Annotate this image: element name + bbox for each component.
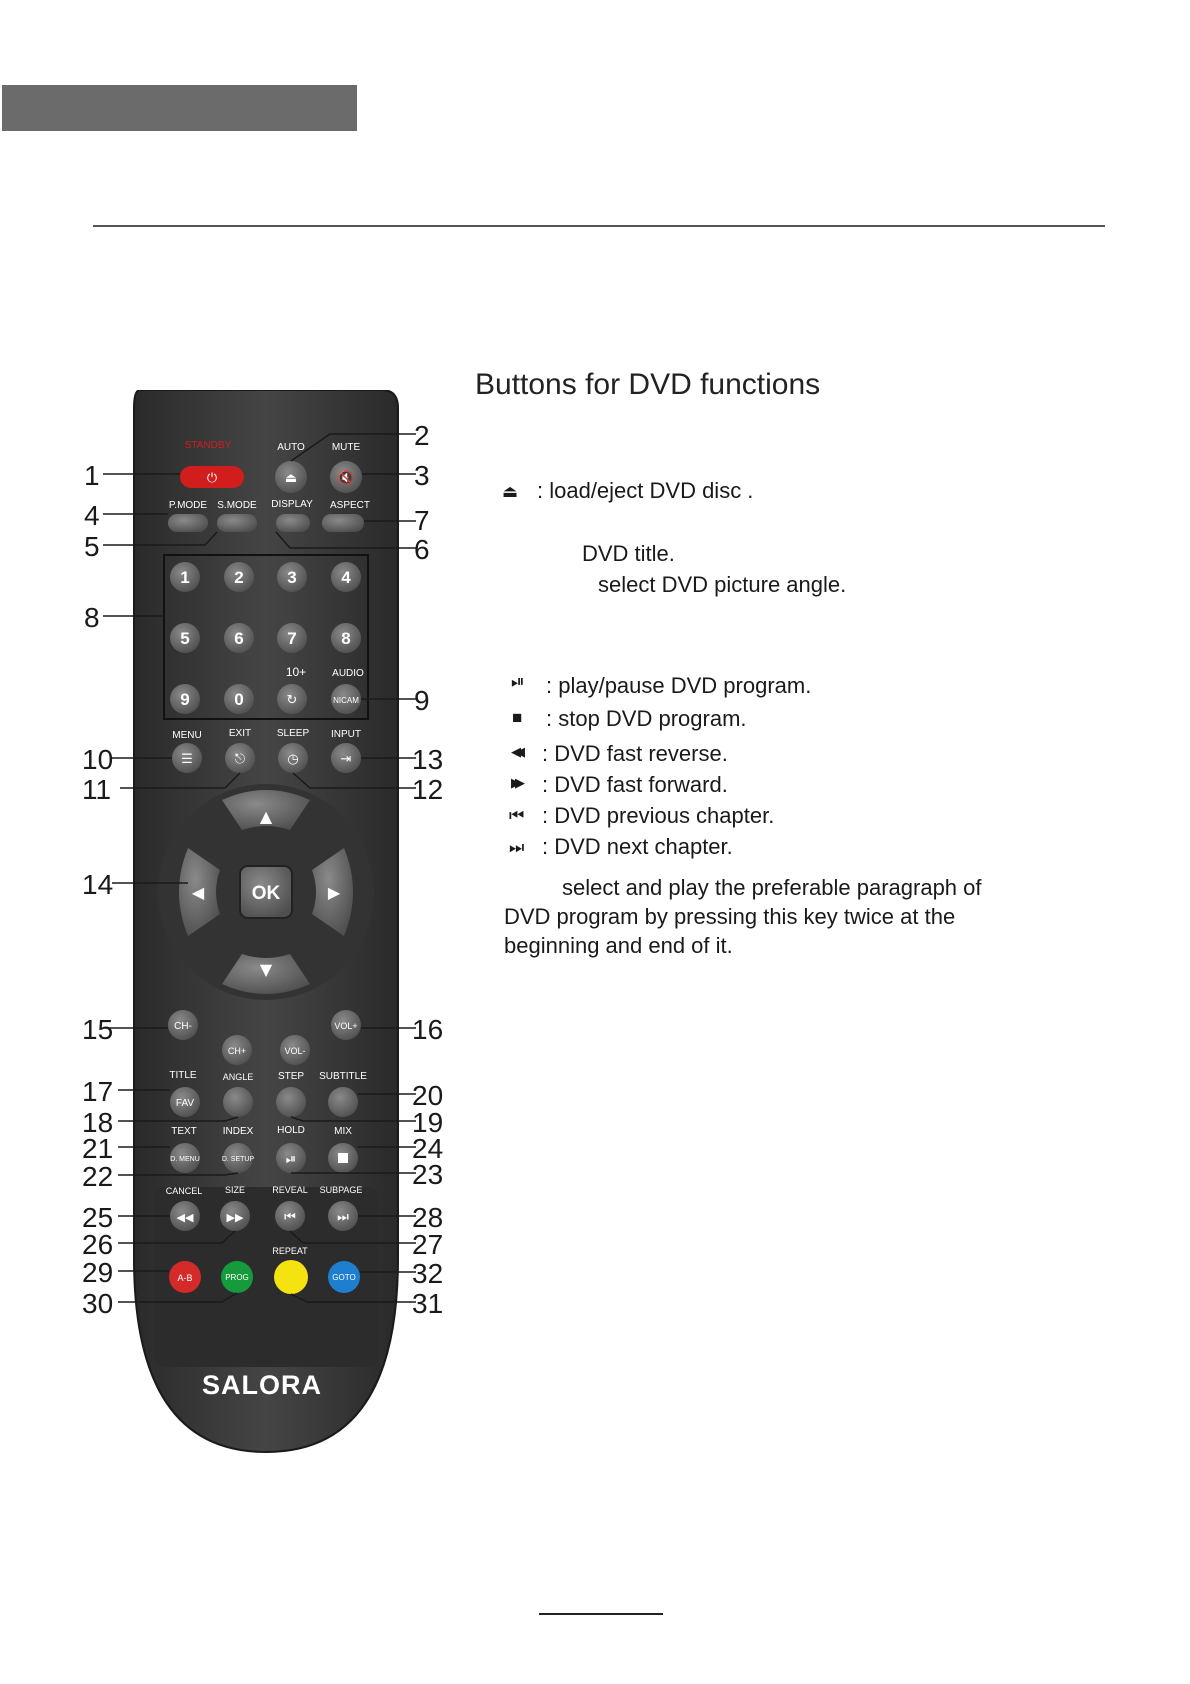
menu-label: MENU	[172, 730, 202, 741]
subtitle-label: SUBTITLE	[319, 1071, 367, 1082]
digit-label: 0	[234, 690, 244, 709]
digit-label: 2	[234, 568, 244, 587]
dsetup-label: D. SETUP	[221, 1156, 255, 1163]
header-rule	[93, 225, 1105, 227]
callout-14: 14	[82, 869, 114, 900]
auto-label: AUTO	[277, 442, 305, 453]
digit-label: 8	[341, 629, 351, 648]
digit-label: 6	[234, 629, 244, 648]
index-label: INDEX	[222, 1126, 254, 1137]
callout-27: 27	[412, 1229, 444, 1260]
callout-23: 23	[412, 1159, 444, 1190]
fast-forward-icon: ▶▶	[511, 775, 519, 790]
next-chapter-icon: ⏭	[509, 838, 525, 857]
ab-repeat-description	[504, 873, 1044, 960]
desc-fast-reverse: : DVD fast reverse.	[542, 741, 728, 766]
exit-icon: ⎋	[234, 752, 246, 767]
para-line-3: beginning and end of it.	[504, 933, 733, 958]
eject-icon: ⏏	[502, 482, 519, 501]
digit-label: 7	[287, 629, 297, 648]
next-chapter-icon: ⏭	[337, 1210, 349, 1225]
brand-logo: SALORA	[202, 1370, 322, 1400]
title-label: TITLE	[169, 1070, 197, 1081]
pmode-button[interactable]	[168, 514, 208, 532]
callout-31: 31	[412, 1288, 444, 1319]
digit-label: 5	[180, 629, 190, 648]
desc-play-pause: : play/pause DVD program.	[546, 673, 812, 698]
callout-1: 1	[84, 460, 100, 491]
size-label: SIZE	[224, 1185, 246, 1195]
pmode-label: P.MODE	[168, 500, 208, 511]
display-label: DISPLAY	[271, 499, 313, 510]
remote-illustration	[0, 390, 470, 1470]
header-bar	[2, 85, 357, 131]
footer-line	[539, 1613, 663, 1615]
callout-18: 18	[82, 1107, 114, 1138]
input-icon: ⇥	[340, 752, 352, 767]
section-title: Buttons for DVD functions	[475, 368, 821, 401]
callout-20: 20	[412, 1080, 444, 1111]
callout-15: 15	[82, 1014, 114, 1045]
ab-label: A-B	[177, 1273, 193, 1283]
desc-angle: select DVD picture angle.	[598, 572, 847, 597]
mute-label: MUTE	[331, 442, 361, 453]
mute-icon: 🔇	[337, 471, 355, 486]
menu-icon: ☰	[181, 752, 193, 767]
audio-label: AUDIO	[332, 668, 364, 679]
subtitle-button[interactable]	[328, 1087, 358, 1117]
play-pause-icon: ⏯	[511, 672, 525, 691]
recall-icon: ↻	[286, 693, 298, 708]
desc-fast-forward: : DVD fast forward.	[542, 772, 728, 797]
callout-17: 17	[82, 1076, 114, 1107]
para-line-1: select and play the preferable paragraph of	[562, 875, 982, 900]
power-icon: ⏻	[206, 471, 218, 486]
step-label: STEP	[277, 1071, 305, 1082]
callout-3: 3	[414, 460, 430, 491]
angle-button[interactable]	[223, 1087, 253, 1117]
callout-32: 32	[412, 1258, 444, 1289]
smode-button[interactable]	[217, 514, 257, 532]
up-arrow-icon: ▲	[259, 807, 273, 826]
repeat-button[interactable]	[274, 1260, 308, 1294]
dmenu-label: D. MENU	[170, 1156, 200, 1163]
ten-plus-label: 10+	[285, 665, 307, 679]
reveal-label: REVEAL	[272, 1185, 308, 1195]
callout-12: 12	[412, 774, 444, 805]
angle-label: ANGLE	[222, 1072, 254, 1082]
callout-16: 16	[412, 1014, 444, 1045]
stop-icon	[338, 1153, 348, 1163]
callout-7: 7	[414, 505, 430, 536]
callout-21: 21	[82, 1133, 114, 1164]
display-button[interactable]	[276, 514, 310, 532]
desc-title: DVD title.	[582, 541, 675, 566]
callout-28: 28	[412, 1202, 444, 1233]
desc-stop: : stop DVD program.	[546, 706, 747, 731]
fast-forward-icon: ▶▶	[226, 1211, 244, 1224]
prog-label: PROG	[225, 1273, 249, 1282]
text-label: TEXT	[171, 1126, 197, 1137]
nicam-label: NICAM	[333, 696, 359, 705]
digit-label: 4	[341, 568, 351, 587]
callout-30: 30	[82, 1288, 114, 1319]
stop-icon: ■	[512, 708, 523, 727]
rewind-icon: ◀◀	[176, 1211, 194, 1224]
aspect-label: ASPECT	[329, 500, 371, 511]
previous-chapter-icon: ⏮	[284, 1210, 296, 1225]
desc-eject: : load/eject DVD disc .	[537, 478, 754, 503]
ch-plus-label: CH+	[227, 1046, 247, 1056]
subpage-label: SUBPAGE	[319, 1185, 363, 1195]
callout-9: 9	[414, 685, 430, 716]
callout-29: 29	[82, 1257, 114, 1288]
rewind-icon: ◀◀	[511, 744, 519, 759]
ch-minus-label: CH-	[174, 1021, 192, 1032]
callout-25: 25	[82, 1202, 114, 1233]
callout-13: 13	[412, 744, 444, 775]
aspect-button[interactable]	[322, 514, 364, 532]
callout-4: 4	[84, 500, 100, 531]
callout-5: 5	[84, 531, 100, 562]
digit-label: 1	[180, 568, 190, 587]
exit-label: EXIT	[228, 728, 252, 739]
goto-label: GOTO	[332, 1273, 356, 1282]
callout-11: 11	[82, 774, 112, 805]
clock-icon: ◷	[287, 752, 299, 767]
fav-label: FAV	[175, 1098, 195, 1109]
smode-label: S.MODE	[217, 500, 257, 511]
callout-8: 8	[84, 602, 100, 633]
standby-label: STANDBY	[184, 440, 232, 451]
left-arrow-icon: ◀	[191, 883, 205, 902]
eject-icon: ⏏	[284, 471, 298, 486]
callout-2: 2	[414, 420, 430, 451]
vol-minus-label: VOL-	[284, 1046, 306, 1056]
down-arrow-icon: ▼	[259, 960, 273, 979]
callout-26: 26	[82, 1229, 114, 1260]
previous-chapter-icon: ⏮	[509, 806, 525, 825]
play-pause-icon: ⏯	[285, 1152, 297, 1167]
digit-label: 9	[180, 690, 190, 709]
vol-plus-label: VOL+	[334, 1021, 358, 1031]
right-arrow-icon: ▶	[327, 883, 341, 902]
sleep-label: SLEEP	[276, 728, 310, 739]
input-label: INPUT	[331, 729, 361, 740]
mix-label: MIX	[334, 1126, 352, 1137]
desc-next-chapter: : DVD next chapter.	[542, 834, 733, 859]
digit-label: 3	[287, 568, 297, 587]
ok-label: OK	[251, 883, 281, 904]
callout-22: 22	[82, 1161, 114, 1192]
repeat-label: REPEAT	[272, 1246, 308, 1256]
callout-19: 19	[412, 1107, 444, 1138]
callout-24: 24	[412, 1133, 444, 1164]
para-line-2: DVD program by pressing this key twice at the	[504, 904, 956, 929]
callout-6: 6	[414, 534, 430, 565]
hold-label: HOLD	[277, 1125, 305, 1136]
callout-10: 10	[82, 744, 114, 775]
desc-previous-chapter: : DVD previous chapter.	[542, 803, 775, 828]
cancel-label: CANCEL	[165, 1186, 203, 1196]
step-button[interactable]	[276, 1087, 306, 1117]
